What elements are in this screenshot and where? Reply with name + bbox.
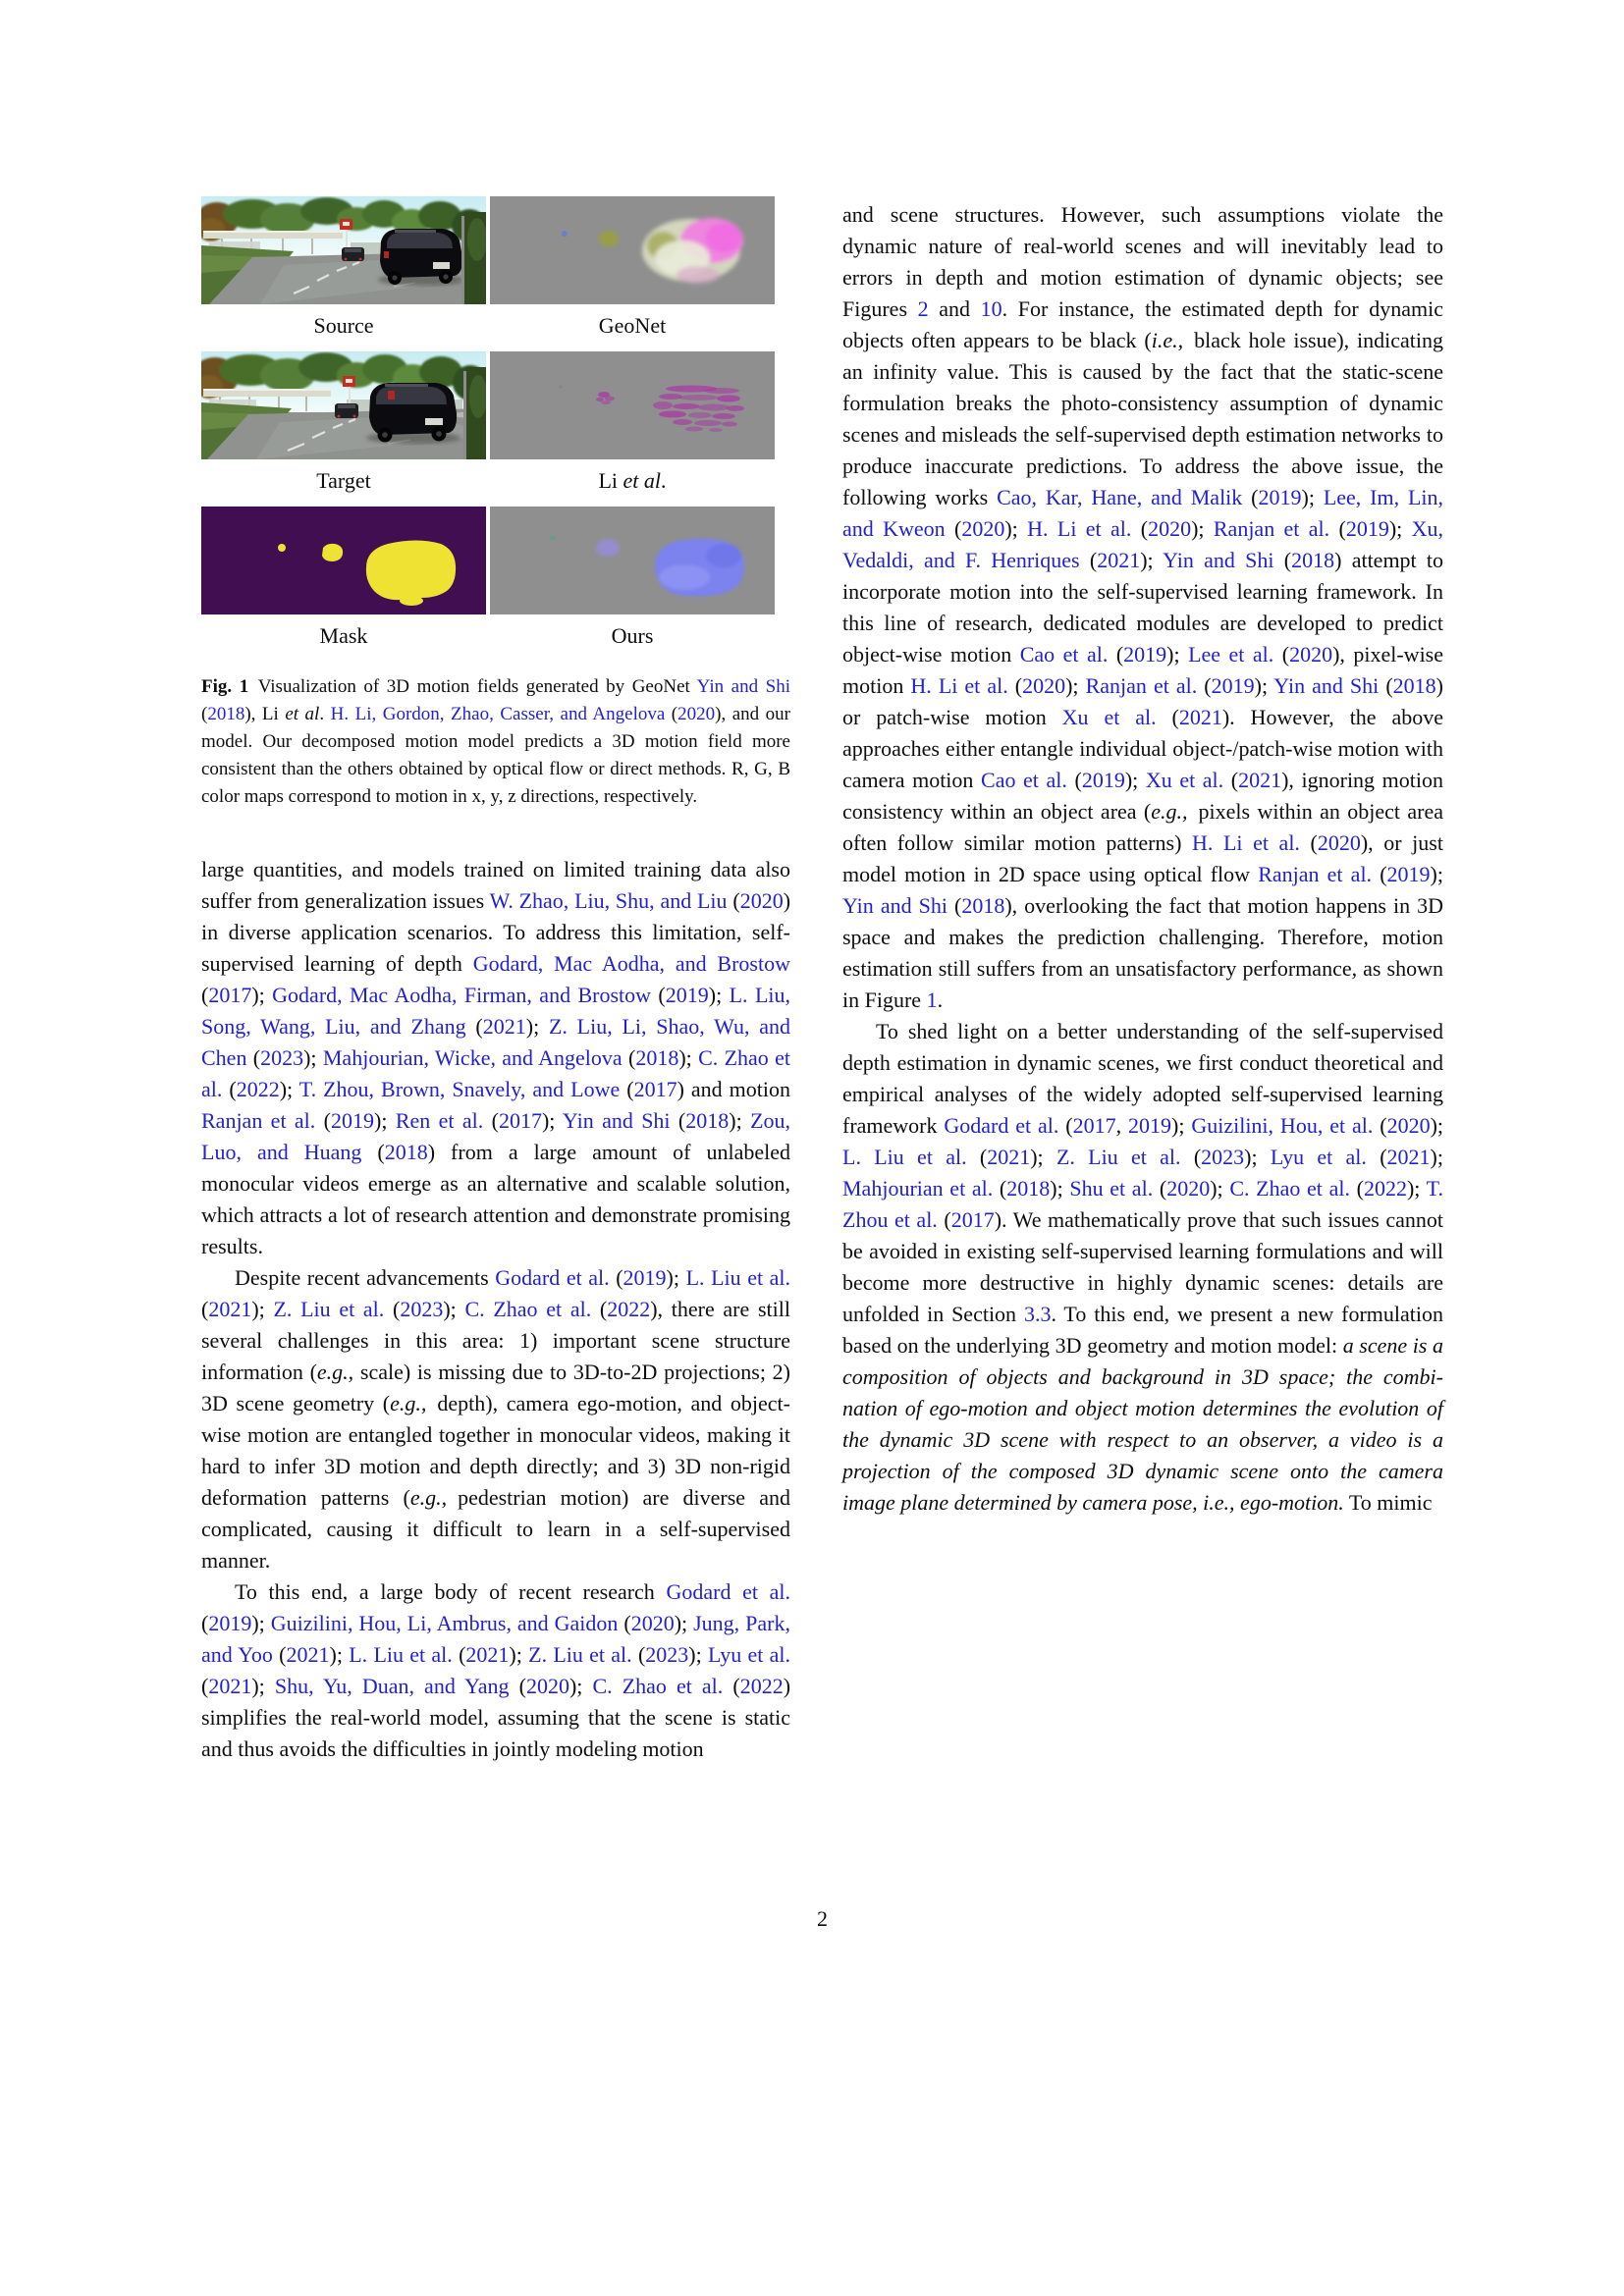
text-run: );: [1140, 548, 1164, 572]
citation-link[interactable]: Yin and Shi: [696, 676, 791, 697]
citation-link[interactable]: Yin and Shi: [1163, 548, 1274, 572]
text-run: (: [618, 1611, 631, 1635]
text-run: );: [1050, 1176, 1070, 1201]
text-run: );: [688, 1642, 709, 1667]
citation-link[interactable]: 2018: [1392, 673, 1436, 698]
text-run: ), and our model. Our decomposed motion model predicts a 3D motion field more consistent than the others obtained by optical flow or direct methods. R, G, B color maps correspond to motion in x, y, z directions, respectively.: [201, 704, 791, 807]
text-run: (: [246, 1045, 261, 1070]
citation-link[interactable]: Zou, Luo, and Huang: [201, 1108, 791, 1164]
text-run: Fig. 1: [201, 676, 249, 697]
text-run: ), overlooking the fact that motion happens in 3D space and makes the prediction challenging. Therefore, motion estimation still suffers from an unsatisfactory performance, as shown in Figure: [842, 893, 1443, 1012]
text-run: );: [525, 1014, 549, 1039]
citation-link[interactable]: 2020: [1386, 1113, 1431, 1138]
figure-panel-ours: [490, 507, 775, 614]
citation-link[interactable]: L. Liu, Song, Wang, Liu, and Zhang: [201, 983, 790, 1039]
citation-link[interactable]: Z. Liu et al.: [528, 1642, 632, 1667]
figure-label-ours: [490, 614, 775, 662]
figure-caption: [201, 673, 790, 811]
citation-link[interactable]: Godard et al.: [495, 1265, 610, 1290]
citation-link[interactable]: 2021: [208, 1297, 252, 1321]
text-run: (: [622, 1045, 636, 1070]
citation-link[interactable]: 2020: [1317, 830, 1361, 855]
citation-link[interactable]: 2018: [1006, 1176, 1051, 1201]
text-run: (: [201, 1611, 209, 1635]
text-run: (: [609, 1265, 623, 1290]
text-run: );: [251, 1611, 271, 1635]
citation-link[interactable]: 2019: [1123, 642, 1167, 667]
citation-link[interactable]: 10: [980, 296, 1002, 321]
text-run: );: [1430, 1145, 1443, 1169]
paragraph: [201, 854, 790, 1262]
citation-link[interactable]: 2020: [1022, 673, 1066, 698]
citation-link[interactable]: 2021: [286, 1642, 330, 1667]
citation-link[interactable]: 2023: [645, 1642, 689, 1667]
left-column-text: [201, 854, 790, 1765]
figure-panel-mask: [201, 507, 486, 614]
citation-link[interactable]: Shu et al.: [1069, 1176, 1154, 1201]
citation-link[interactable]: 2023: [1201, 1145, 1245, 1169]
text-run: (: [1079, 548, 1098, 572]
citation-link[interactable]: L. Liu et al.: [349, 1642, 453, 1667]
text-run: ), or just model motion in 2D space using optical flow: [842, 830, 1443, 886]
text-run: );: [1301, 485, 1324, 509]
citation-link[interactable]: 2020: [677, 704, 716, 724]
text-run: ) attempt to incorporate motion into the self-supervised learning framework. In this line of research, dedicated modules are developed to predict object-wise motion: [842, 548, 1444, 667]
citation-link[interactable]: 2019: [1345, 516, 1389, 541]
figure-label-geonet: [490, 304, 775, 351]
text-run: ), pixel-wise motion: [842, 642, 1444, 698]
text-run: (: [1066, 768, 1082, 792]
text-run: depth), camera ego-motion, and object-wise motion are entangled together in monocular videos, making it hard to infer 3D motion and depth directly; and 3) 3D non-rigid deformation patterns (: [201, 1391, 790, 1510]
paragraph: [842, 199, 1443, 1016]
text-run: (: [1153, 1176, 1167, 1201]
citation-link[interactable]: Ranjan et al.: [1258, 862, 1373, 886]
text-run: e.g.,: [1151, 799, 1188, 824]
text-run: (: [993, 1176, 1007, 1201]
text-run: );: [251, 983, 273, 1007]
text-run: To mimic: [1343, 1490, 1433, 1515]
text-run: (: [465, 1014, 483, 1039]
figure-panel-geonet: [490, 196, 775, 304]
text-run: (: [1379, 673, 1393, 698]
citation-link[interactable]: Godard, Mac Aodha, Firman, and Brostow: [272, 983, 652, 1007]
text-run: Despite recent advancements: [235, 1265, 496, 1290]
citation-link[interactable]: 2021: [1238, 768, 1282, 792]
citation-link[interactable]: Ranjan et al.: [201, 1108, 316, 1133]
citation-link[interactable]: 2021: [987, 1145, 1031, 1169]
text-run: (: [620, 1077, 634, 1101]
text-run: Source: [313, 313, 374, 338]
text-run: pixels within an object area often follow similar motion patterns): [842, 799, 1443, 855]
text-run: et al: [623, 468, 662, 493]
text-run: ) in diverse application scenarios. To address this limitation, self-supervised learning of depth: [201, 888, 791, 976]
text-run: ) from a large amount of unlabeled monocular videos emerge as an alternative and scalable solution, which attracts a lot of research attention and demonstrate promising results.: [201, 1140, 791, 1258]
citation-link[interactable]: 2022: [1363, 1176, 1407, 1201]
text-run: .: [937, 988, 944, 1012]
text-run: (: [1372, 862, 1387, 886]
text-run: (: [1197, 673, 1212, 698]
right-column: [842, 199, 1443, 1519]
text-run: (: [651, 983, 666, 1007]
text-run: a scene is a composition of objects and background in 3D space; the combination of ego-motion and object motion determines the evolution of the dynamic 3D scene with respect to an observer, a video is a projection of the composed 3D dynamic scene onto the camera image plane determined by camera pose, i.e., ego-motion.: [842, 1333, 1443, 1515]
text-run: To this end, a large body of recent research: [235, 1579, 667, 1604]
text-run: );: [509, 1642, 529, 1667]
citation-link[interactable]: Xu et al.: [1061, 705, 1157, 729]
text-run: (: [384, 1297, 401, 1321]
text-run: (: [1329, 516, 1346, 541]
citation-link[interactable]: 2018: [207, 704, 245, 724]
citation-link[interactable]: Ranjan et al.: [1213, 516, 1330, 541]
figure-label-target: [201, 459, 486, 507]
citation-link[interactable]: Guizilini, Hou, Li, Ambrus, and Gaidon: [270, 1611, 619, 1635]
citation-link[interactable]: 2020: [630, 1611, 675, 1635]
text-run: ) or patch-wise motion: [842, 673, 1443, 729]
citation-link[interactable]: Lyu et al.: [708, 1642, 791, 1667]
text-run: );: [666, 1265, 686, 1290]
citation-link[interactable]: 2021: [1178, 705, 1222, 729]
text-run: et al: [285, 704, 320, 724]
text-run: .: [319, 704, 331, 724]
text-run: (: [272, 1642, 287, 1667]
citation-link[interactable]: H. Li, Gordon, Zhao, Casser, and Angelova: [330, 704, 666, 724]
li-motion-field: [490, 351, 775, 459]
citation-link[interactable]: L. Liu et al.: [685, 1265, 791, 1290]
text-run: (: [665, 704, 678, 724]
citation-link[interactable]: 2020: [961, 516, 1005, 541]
text-run: (: [1108, 642, 1124, 667]
citation-link[interactable]: T. Zhou et al.: [842, 1176, 1443, 1232]
citation-link[interactable]: Yin and Shi: [842, 893, 947, 918]
citation-link[interactable]: 2019: [1081, 768, 1125, 792]
citation-link[interactable]: Godard, Mac Aodha, and Brostow: [472, 951, 790, 976]
text-run: );: [251, 1674, 275, 1698]
citation-link[interactable]: 2020: [525, 1674, 569, 1698]
page-number: 2: [817, 1906, 828, 1931]
text-run: (: [361, 1140, 385, 1164]
text-run: (: [509, 1674, 526, 1698]
text-run: (: [670, 1108, 686, 1133]
text-run: and scene structures. However, such assumptions violate the dynamic nature of real-world scenes and will inevitably lead to errors in depth and motion estimation of dynamic objects; see Figures: [842, 202, 1443, 321]
text-run: (: [947, 893, 962, 918]
citation-link[interactable]: Xu, Vedaldi, and F. Henriques: [842, 516, 1444, 572]
text-run: Ours: [611, 623, 654, 648]
text-run: .: [661, 468, 667, 493]
citation-link[interactable]: Ranjan et al.: [1085, 673, 1198, 698]
figure-label-mask: [201, 614, 486, 662]
text-run: (: [945, 516, 962, 541]
text-run: GeoNet: [598, 313, 667, 338]
citation-link[interactable]: 2018: [685, 1108, 730, 1133]
text-run: (: [1223, 768, 1239, 792]
citation-link[interactable]: 2017: [950, 1207, 995, 1232]
citation-link[interactable]: 2020: [739, 888, 784, 913]
segmentation-mask: [201, 507, 486, 614]
text-run: (: [631, 1642, 646, 1667]
text-run: scale) is missing due to 3D-to-2D projections; 2) 3D scene geometry (: [201, 1360, 790, 1415]
text-run: );: [1210, 1176, 1230, 1201]
text-run: );: [1124, 768, 1146, 792]
citation-link[interactable]: Yin and Shi: [1273, 673, 1380, 698]
citation-link[interactable]: 3.3: [1023, 1302, 1052, 1326]
text-run: e.g.,: [409, 1485, 448, 1510]
citation-link[interactable]: Guizilini, Hou, et al.: [1191, 1113, 1374, 1138]
citation-link[interactable]: 2019: [1258, 485, 1302, 509]
citation-link[interactable]: H. Li et al.: [910, 673, 1008, 698]
citation-link[interactable]: Lyu et al.: [1270, 1145, 1367, 1169]
text-run: (: [1373, 1113, 1387, 1138]
citation-link[interactable]: C. Zhao et al.: [201, 1045, 790, 1101]
text-run: );: [674, 1611, 694, 1635]
source-road-photo: [201, 196, 486, 304]
citation-link[interactable]: 2019: [331, 1108, 374, 1133]
text-run: (: [937, 1207, 951, 1232]
right-column-text: [842, 199, 1443, 1519]
text-run: (: [315, 1108, 331, 1133]
text-run: );: [1171, 1113, 1192, 1138]
text-run: (: [483, 1108, 499, 1133]
text-run: );: [1254, 673, 1274, 698]
citation-link[interactable]: Godard et al.: [666, 1579, 790, 1604]
text-run: (: [1349, 1176, 1364, 1201]
text-run: ). We mathematically prove that such issues cannot be avoided in existing self-supervised learning formulations and will become more destructive in highly dynamic scenes: details are unfolded in Section: [842, 1207, 1444, 1326]
citation-link[interactable]: H. Li et al.: [1027, 516, 1132, 541]
citation-link[interactable]: 2020: [1166, 1176, 1211, 1201]
text-run: (: [591, 1297, 608, 1321]
citation-link[interactable]: Mahjourian et al.: [842, 1176, 994, 1201]
text-run: To shed light on a better understanding of the self-supervised depth estimation in dynamic scenes, we first conduct theoretical and empirical analyses of the widely adopted self-supervised learning framework: [842, 1019, 1443, 1138]
text-run: );: [1065, 673, 1086, 698]
text-run: (: [1180, 1145, 1202, 1169]
text-run: );: [678, 1045, 699, 1070]
citation-link[interactable]: 2022: [236, 1077, 280, 1101]
text-run: );: [708, 983, 730, 1007]
text-run: ), Li: [244, 704, 286, 724]
text-run: (: [201, 1674, 209, 1698]
citation-link[interactable]: 2020: [1289, 642, 1333, 667]
citation-link[interactable]: Z. Liu, Li, Shao, Wu, and Chen: [201, 1014, 791, 1070]
citation-link[interactable]: 1: [926, 988, 938, 1012]
citation-link[interactable]: Lee, Im, Lin, and Kweon: [842, 485, 1443, 541]
citation-link[interactable]: Shu, Yu, Duan, and Yang: [274, 1674, 510, 1698]
text-run: ), there are still several challenges in this area: 1) important scene structure information (: [201, 1297, 790, 1384]
citation-link[interactable]: 2019: [208, 1611, 252, 1635]
text-run: e.g.,: [390, 1391, 427, 1415]
citation-link[interactable]: Cao et al.: [1019, 642, 1109, 667]
text-run: ,: [1115, 1113, 1128, 1138]
citation-link[interactable]: Godard et al.: [944, 1113, 1059, 1138]
text-run: ). However, the above approaches either entangle individual object-/patch-wise motion with camera motion: [842, 705, 1443, 792]
paragraph: [201, 1576, 790, 1765]
text-run: );: [279, 1077, 299, 1101]
citation-link[interactable]: Cao, Kar, Hane, and Malik: [997, 485, 1243, 509]
left-column: [201, 196, 790, 1765]
text-run: );: [1406, 1176, 1427, 1201]
text-run: ), ignoring motion consistency within an object area (: [842, 768, 1443, 824]
text-run: i.e.,: [1151, 328, 1184, 352]
text-run: (: [1131, 516, 1149, 541]
text-run: black hole issue), indicating an infinity value. This is caused by the fact that the static-scene formulation breaks the photo-consistency assumption of dynamic scenes and misleads the self-supervised depth estimation networks to produce inaccurate predictions. To address the above issue, the following works: [842, 328, 1443, 509]
text-run: (: [1058, 1113, 1073, 1138]
text-run: and: [928, 296, 981, 321]
citation-link[interactable]: 2019: [665, 983, 709, 1007]
citation-link[interactable]: 2019: [1211, 673, 1255, 698]
citation-link[interactable]: T. Zhou, Brown, Snavely, and Lowe: [298, 1077, 621, 1101]
citation-link[interactable]: 2021: [1097, 548, 1141, 572]
ours-motion-field: [490, 507, 775, 614]
citation-link[interactable]: Yin and Shi: [562, 1108, 671, 1133]
citation-link[interactable]: 2023: [400, 1297, 444, 1321]
citation-link[interactable]: 2021: [465, 1642, 510, 1667]
text-run: );: [1166, 642, 1189, 667]
text-run: ) and motion: [677, 1077, 791, 1101]
text-run: . To this end, we present a new formulation based on the underlying 3D geometry and motion model:: [842, 1302, 1443, 1358]
text-run: Li: [598, 468, 623, 493]
figure-1: [201, 196, 775, 662]
text-run: Visualization of 3D motion fields generated by GeoNet: [248, 676, 697, 697]
text-run: (: [201, 1297, 209, 1321]
citation-link[interactable]: Mahjourian, Wicke, and Angelova: [322, 1045, 623, 1070]
text-run: );: [1004, 516, 1028, 541]
citation-link[interactable]: 2019: [623, 1265, 667, 1290]
text-run: pedestrian motion) are diverse and complicated, causing it difficult to learn in a self-supervised manner.: [201, 1485, 790, 1573]
citation-link[interactable]: Ren et al.: [395, 1108, 484, 1133]
text-run: );: [374, 1108, 396, 1133]
figure-panel-li: [490, 351, 775, 459]
text-run: (: [966, 1145, 988, 1169]
citation-link[interactable]: 2017: [498, 1108, 542, 1133]
citation-link[interactable]: H. Li et al.: [1191, 830, 1300, 855]
text-run: large quantities, and models trained on limited training data also suffer from generalization issues: [201, 857, 790, 913]
citation-link[interactable]: 2021: [1386, 1145, 1431, 1169]
citation-link[interactable]: 2017: [633, 1077, 677, 1101]
figure-label-source: [201, 304, 486, 351]
figure-panel-source: [201, 196, 486, 304]
citation-link[interactable]: 2023: [260, 1045, 304, 1070]
text-run: );: [1430, 862, 1443, 886]
text-run: );: [568, 1674, 593, 1698]
citation-link[interactable]: W. Zhao, Liu, Shu, and Liu: [489, 888, 728, 913]
text-run: );: [303, 1045, 323, 1070]
text-run: (: [1273, 548, 1292, 572]
citation-link[interactable]: 2019: [1128, 1113, 1171, 1138]
text-run: (: [201, 983, 209, 1007]
text-run: (: [727, 888, 740, 913]
citation-link[interactable]: 2018: [635, 1045, 679, 1070]
text-run: e.g.,: [316, 1360, 354, 1384]
citation-link[interactable]: Z. Liu et al.: [1056, 1145, 1181, 1169]
citation-link[interactable]: 2022: [607, 1297, 651, 1321]
text-run: );: [1191, 516, 1214, 541]
text-run: );: [1030, 1145, 1056, 1169]
text-run: );: [1388, 516, 1412, 541]
citation-link[interactable]: C. Zhao et al.: [592, 1674, 724, 1698]
citation-link[interactable]: 2: [917, 296, 929, 321]
figure-label-li: [490, 459, 775, 507]
citation-link[interactable]: 2018: [961, 893, 1005, 918]
text-run: (: [1366, 1145, 1387, 1169]
citation-link[interactable]: 2021: [208, 1674, 252, 1698]
text-run: (: [723, 1674, 740, 1698]
text-run: );: [729, 1108, 751, 1133]
target-road-photo: [201, 351, 486, 459]
text-run: . For instance, the estimated depth for dynamic objects often appears to be black (: [842, 296, 1444, 352]
text-run: );: [1430, 1113, 1444, 1138]
text-run: (: [1242, 485, 1259, 509]
text-run: (: [1007, 673, 1023, 698]
text-run: );: [541, 1108, 563, 1133]
text-run: (: [1299, 830, 1318, 855]
citation-link[interactable]: Z. Liu et al.: [273, 1297, 385, 1321]
citation-link[interactable]: 2018: [1291, 548, 1335, 572]
paragraph: [201, 1262, 790, 1576]
paragraph: [842, 1016, 1443, 1519]
text-run: (: [452, 1642, 466, 1667]
citation-link[interactable]: 2021: [482, 1014, 526, 1039]
citation-link[interactable]: C. Zhao et al.: [1229, 1176, 1350, 1201]
citation-link[interactable]: 2022: [739, 1674, 784, 1698]
citation-link[interactable]: Cao et al.: [981, 768, 1067, 792]
citation-link[interactable]: 2020: [1148, 516, 1192, 541]
citation-link[interactable]: Jung, Park, and Yoo: [201, 1611, 790, 1667]
citation-link[interactable]: 2017: [208, 983, 252, 1007]
text-run: );: [1244, 1145, 1271, 1169]
text-run: );: [443, 1297, 465, 1321]
citation-link[interactable]: L. Liu et al.: [842, 1145, 967, 1169]
text-run: (: [1273, 642, 1290, 667]
text-run: (: [201, 704, 208, 724]
text-run: (: [222, 1077, 237, 1101]
citation-link[interactable]: Xu et al.: [1145, 768, 1224, 792]
text-run: );: [251, 1297, 274, 1321]
text-run: );: [329, 1642, 350, 1667]
citation-link[interactable]: C. Zhao et al.: [464, 1297, 592, 1321]
text-run: (: [1156, 705, 1179, 729]
citation-link[interactable]: Lee et al.: [1188, 642, 1274, 667]
citation-link[interactable]: 2019: [1386, 862, 1431, 886]
figure-panel-target: [201, 351, 486, 459]
text-run: Target: [316, 468, 371, 493]
citation-link[interactable]: 2017: [1072, 1113, 1116, 1138]
text-run: Mask: [319, 623, 368, 648]
citation-link[interactable]: 2018: [384, 1140, 428, 1164]
geonet-motion-field: [490, 196, 775, 304]
text-run: ) simplifies the real-world model, assuming that the scene is static and thus avoids the difficulties in jointly modeling motion: [201, 1674, 791, 1761]
